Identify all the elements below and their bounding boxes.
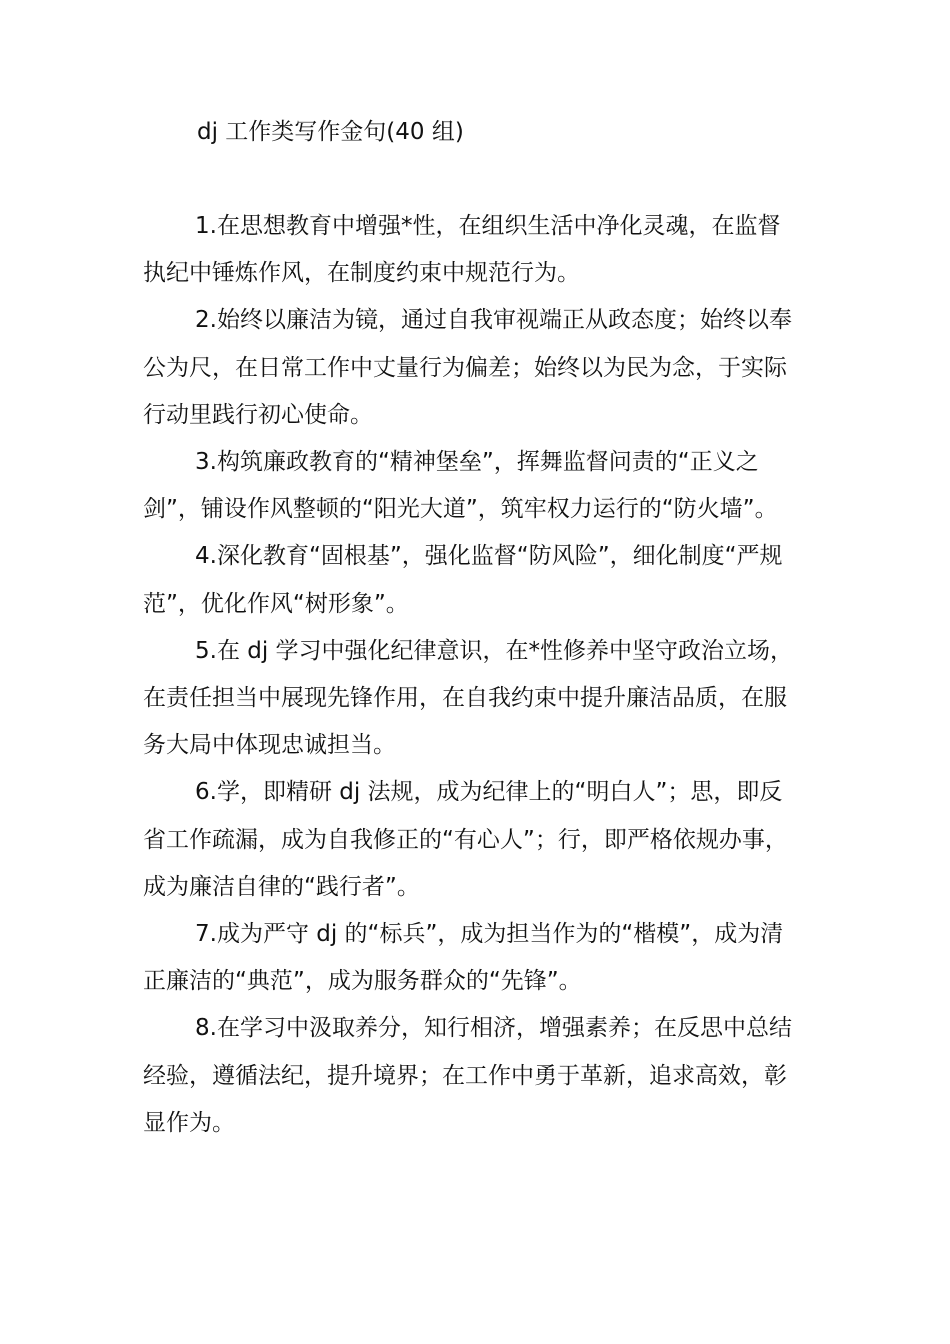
paragraph-4: 4.深化教育“固根基”，强化监督“防风险”，细化制度“严规范”，优化作风“树形象”。 [143, 543, 783, 617]
paragraph-5: 5.在 dj 学习中强化纪律意识，在*性修养中坚守政治立场，在责任担当中展现先锋作用，在自我约束中提升廉洁品质，在服务大局中体现忠诚担当。 [143, 637, 794, 759]
paragraph-7: 7.成为严守 dj 的“标兵”，成为担当作为的“楷模”，成为清正廉洁的“典范”，成为服务群众的“先锋”。 [143, 921, 784, 995]
paragraph-6: 6.学，即精研 dj 法规，成为纪律上的“明白人”；思，即反省工作疏漏，成为自我修正的“有心人”；行，即严格依规办事，成为廉洁自律的“践行者”。 [143, 779, 788, 900]
paragraph-8: 8.在学习中汲取养分，知行相济，增强素养；在反思中总结经验，遵循法纪，提升境界；在工作中勇于革新，追求高效，彰显作为。 [143, 1015, 792, 1136]
document-body [143, 203, 803, 1147]
paragraph-3: 3.构筑廉政教育的“精神堡垒”，挥舞监督问责的“正义之剑”，铺设作风整顿的“阳光大道”，筑牢权力运行的“防火墙”。 [143, 449, 778, 523]
document-title: dj 工作类写作金句(40 组) [197, 119, 464, 145]
paragraph-1: 1.在思想教育中增强*性，在组织生活中净化灵魂，在监督执纪中锤炼作风，在制度约束中规范行为。 [143, 213, 781, 287]
paragraph-2: 2.始终以廉洁为镜，通过自我审视端正从政态度；始终以奉公为尺，在日常工作中丈量行为偏差；始终以为民为念，于实际行动里践行初心使命。 [143, 307, 792, 428]
